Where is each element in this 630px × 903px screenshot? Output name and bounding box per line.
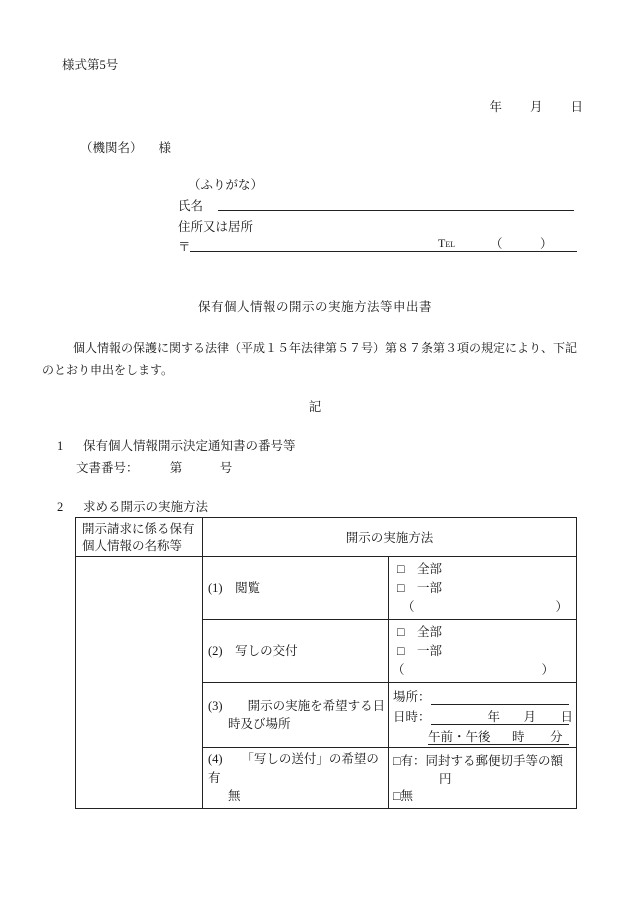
method-2-cell	[203, 620, 389, 683]
document-title: 保有個人情報の開示の実施方法等申出書	[197, 300, 432, 314]
document-number-line: 文書番号： 第 号	[76, 461, 233, 475]
section1-heading	[57, 436, 296, 454]
record-marker: 記	[308, 400, 322, 414]
table-header-row	[76, 518, 577, 557]
address-label: 住所又は居所	[178, 220, 254, 234]
postal-mark: 〒	[178, 240, 191, 254]
time-field-row	[428, 725, 572, 745]
section1-number: 1	[57, 439, 64, 453]
name-fill-line	[218, 196, 574, 211]
paren-open: （	[402, 600, 415, 614]
method-1-label: (1) 閲覧	[208, 580, 261, 595]
place-field-row	[393, 685, 572, 705]
header-name-line2: 個人情報の名称等	[82, 538, 183, 553]
section2-number: 2	[57, 500, 64, 514]
tel-label: Tel	[438, 236, 456, 250]
paren-open: （	[392, 663, 405, 677]
header-name-line1: 開示請求に係る保有	[82, 522, 195, 536]
ampm-label: 午前・午後	[428, 730, 491, 744]
name-entry-cell	[76, 557, 203, 809]
section2-title: 求める開示の実施方法	[83, 500, 209, 514]
day-char: 日	[560, 710, 574, 724]
postal-fill-line	[190, 238, 577, 252]
part-detail-parens	[392, 661, 554, 680]
time-fill-line	[428, 729, 569, 745]
name-label: 氏名	[178, 199, 204, 213]
body-paragraph-line1: 個人情報の保護に関する法律（平成１５年法律第５７号）第８７条第３項の規定により、下記	[73, 341, 578, 355]
table-row	[76, 557, 577, 620]
place-fill-line	[431, 689, 570, 705]
method-2-label: (2) 写しの交付	[208, 643, 298, 658]
date-field-row	[393, 705, 572, 725]
checkbox-all-option: □ 全部	[397, 625, 443, 639]
tel-parens: （ ）	[490, 237, 553, 251]
year-char: 年	[487, 710, 501, 724]
paren-close: ）	[555, 600, 568, 614]
method-4-options-cell	[389, 748, 577, 809]
method-2-options-cell	[389, 620, 577, 683]
datetime-label: 日時：	[393, 710, 431, 724]
date-line: 年 月 日	[489, 100, 584, 114]
header-method-column: 開示の実施方法	[203, 518, 577, 557]
furigana-label: （ふりがな）	[188, 178, 264, 192]
section1-title: 保有個人情報開示決定通知書の番号等	[83, 439, 296, 453]
method-1-options-cell	[389, 557, 577, 620]
method-4-label-line2: 無	[228, 789, 241, 803]
date-fill-line	[431, 709, 574, 725]
addressee-honorific: 様	[158, 141, 172, 155]
section2-heading	[57, 497, 208, 515]
body-paragraph-line2: のとおり申出をします。	[42, 363, 174, 377]
addressee-line	[80, 138, 171, 156]
disclosure-method-table	[75, 517, 577, 809]
form-number: 様式第5号	[62, 58, 119, 72]
part-detail-parens	[402, 598, 568, 617]
method-1-cell	[203, 557, 389, 620]
method-4-cell	[203, 748, 389, 809]
place-label: 場所：	[393, 690, 431, 704]
addressee-org: （機関名）	[80, 141, 143, 155]
checkbox-part-option: □ 一部	[397, 644, 443, 658]
method-4-label-line1: (4) 「写しの送付」の希望の有	[208, 752, 379, 785]
method-3-cell	[203, 683, 389, 748]
method-3-label-line2: 時及び場所	[228, 717, 291, 731]
header-name-column	[76, 518, 203, 557]
month-char: 月	[523, 710, 537, 724]
checkbox-yes-option: □有：同封する郵便切手等の額	[393, 754, 564, 768]
method-3-label-line1: (3) 開示の実施を希望する日	[208, 698, 386, 713]
method-3-fields-cell	[389, 683, 577, 748]
checkbox-no-option: □無	[393, 789, 414, 803]
checkbox-part-option: □ 一部	[397, 581, 443, 595]
hour-char: 時	[512, 730, 525, 744]
checkbox-all-option: □ 全部	[397, 562, 443, 576]
yen-label: 円	[439, 771, 452, 786]
minute-char: 分	[550, 730, 563, 744]
paren-close: ）	[541, 663, 554, 677]
